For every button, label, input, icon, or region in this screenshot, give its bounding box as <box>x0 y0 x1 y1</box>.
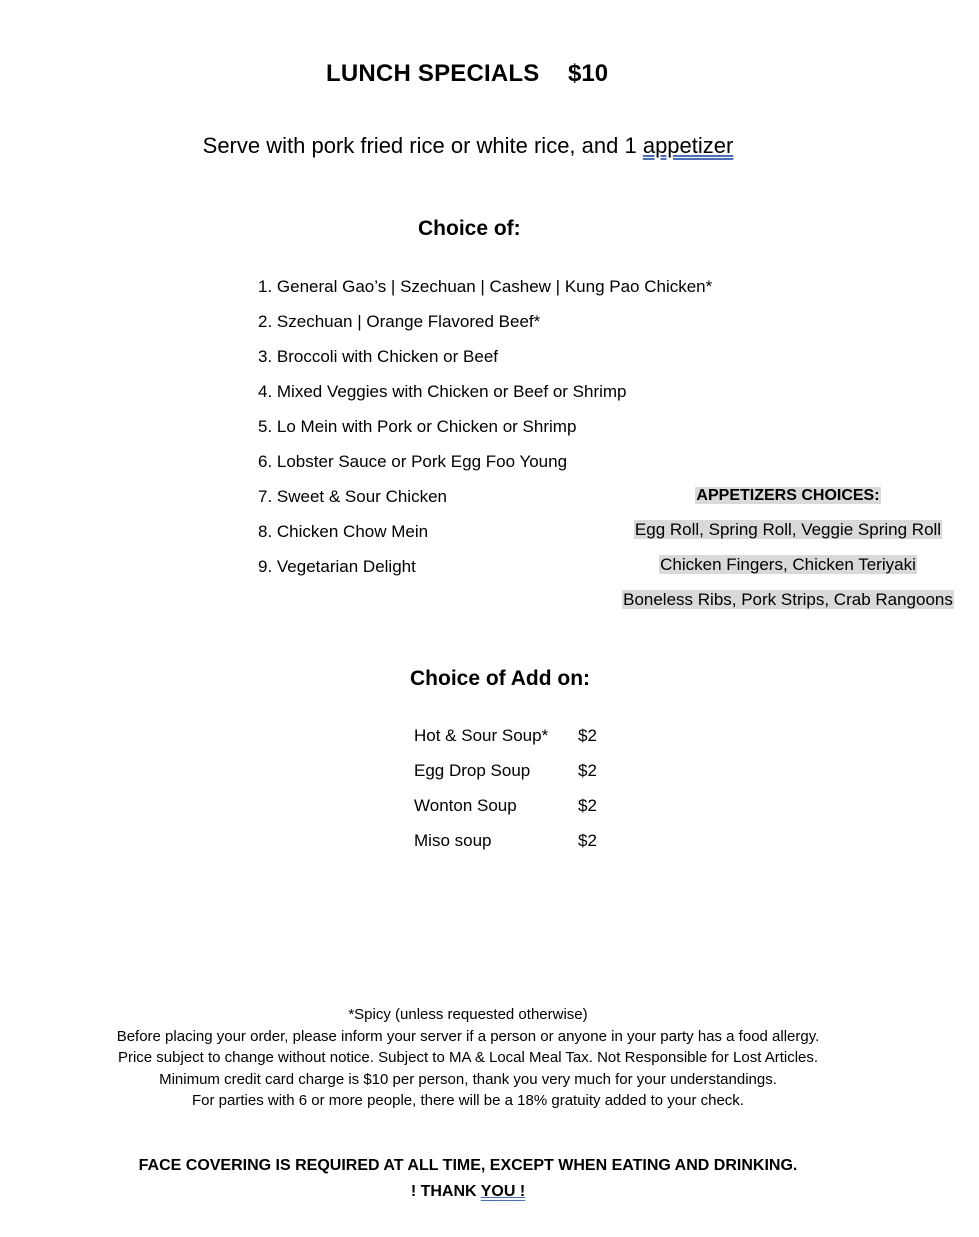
special-price: $10 <box>568 60 609 87</box>
addon-row <box>414 726 597 761</box>
appetizer-row <box>618 519 958 554</box>
menu-item: 4. Mixed Veggies with Chicken or Beef or Shrimp <box>258 382 627 401</box>
addon-price: $2 <box>578 796 597 815</box>
addon-name: Wonton Soup <box>414 796 517 815</box>
thank-you-suffix: YOU ! <box>480 1183 526 1200</box>
face-covering-notice <box>0 1153 936 1205</box>
addon-price: $2 <box>578 726 597 745</box>
thank-you-line <box>0 1179 936 1205</box>
addon-name: Egg Drop Soup <box>414 761 531 780</box>
thank-you-prefix: ! THANK <box>410 1183 481 1200</box>
menu-item: 1. General Gao’s | Szechuan | Cashew | Kung Pao Chicken* <box>258 277 713 296</box>
addon-row <box>414 796 597 831</box>
page-title: LUNCH SPECIALS <box>326 60 540 87</box>
note-line: For parties with 6 or more people, there will be a 18% gratuity added to your check. <box>192 1092 744 1109</box>
appetizer-row-text: Egg Roll, Spring Roll, Veggie Spring Roll <box>634 520 942 539</box>
addon-row <box>414 831 597 866</box>
menu-item: 9. Vegetarian Delight <box>258 557 416 576</box>
choices-heading: Choice of: <box>418 217 521 240</box>
menu-item: 7. Sweet & Sour Chicken <box>258 487 447 506</box>
appetizers-heading: APPETIZERS CHOICES: <box>696 487 880 504</box>
subtitle <box>0 133 936 159</box>
note-line: Minimum credit card charge is $10 per person, thank you very much for your understandings. <box>159 1070 777 1088</box>
fine-print-notes <box>0 1004 936 1112</box>
addon-price: $2 <box>578 761 597 780</box>
subtitle-appetizer-word: appetizer <box>642 133 734 158</box>
addon-row <box>414 761 597 796</box>
addon-name: Hot & Sour Soup* <box>414 726 549 745</box>
menu-item: 2. Szechuan | Orange Flavored Beef* <box>258 312 541 331</box>
menu-item: 8. Chicken Chow Mein <box>258 522 429 541</box>
addons-heading: Choice of Add on: <box>410 667 591 690</box>
menu-item: 5. Lo Mein with Pork or Chicken or Shrimp <box>258 417 577 436</box>
appetizer-row-text: Boneless Ribs, Pork Strips, Crab Rangoons <box>623 590 953 609</box>
appetizers-panel <box>618 484 958 624</box>
subtitle-text: Serve with pork fried rice or white rice, and 1 <box>202 133 643 158</box>
appetizer-row <box>618 589 958 624</box>
addon-price: $2 <box>578 831 597 850</box>
note-line: Before placing your order, please inform your server if a person or anyone in your party has a food allergy. <box>116 1027 820 1045</box>
appetizer-row <box>618 554 958 589</box>
menu-item: 3. Broccoli with Chicken or Beef <box>258 347 498 366</box>
menu-item: 6. Lobster Sauce or Pork Egg Foo Young <box>258 452 568 471</box>
warning-line: FACE COVERING IS REQUIRED AT ALL TIME, EXCEPT WHEN EATING AND DRINKING. <box>138 1157 798 1174</box>
addon-name: Miso soup <box>414 831 492 850</box>
addons-table <box>414 726 597 866</box>
note-line: Price subject to change without notice. Subject to MA & Local Meal Tax. Not Responsible for Lost Articles. <box>117 1049 819 1066</box>
note-line: *Spicy (unless requested otherwise) <box>348 1006 588 1023</box>
appetizers-heading-row <box>618 484 958 519</box>
appetizer-row-text: Chicken Fingers, Chicken Teriyaki <box>660 555 916 574</box>
